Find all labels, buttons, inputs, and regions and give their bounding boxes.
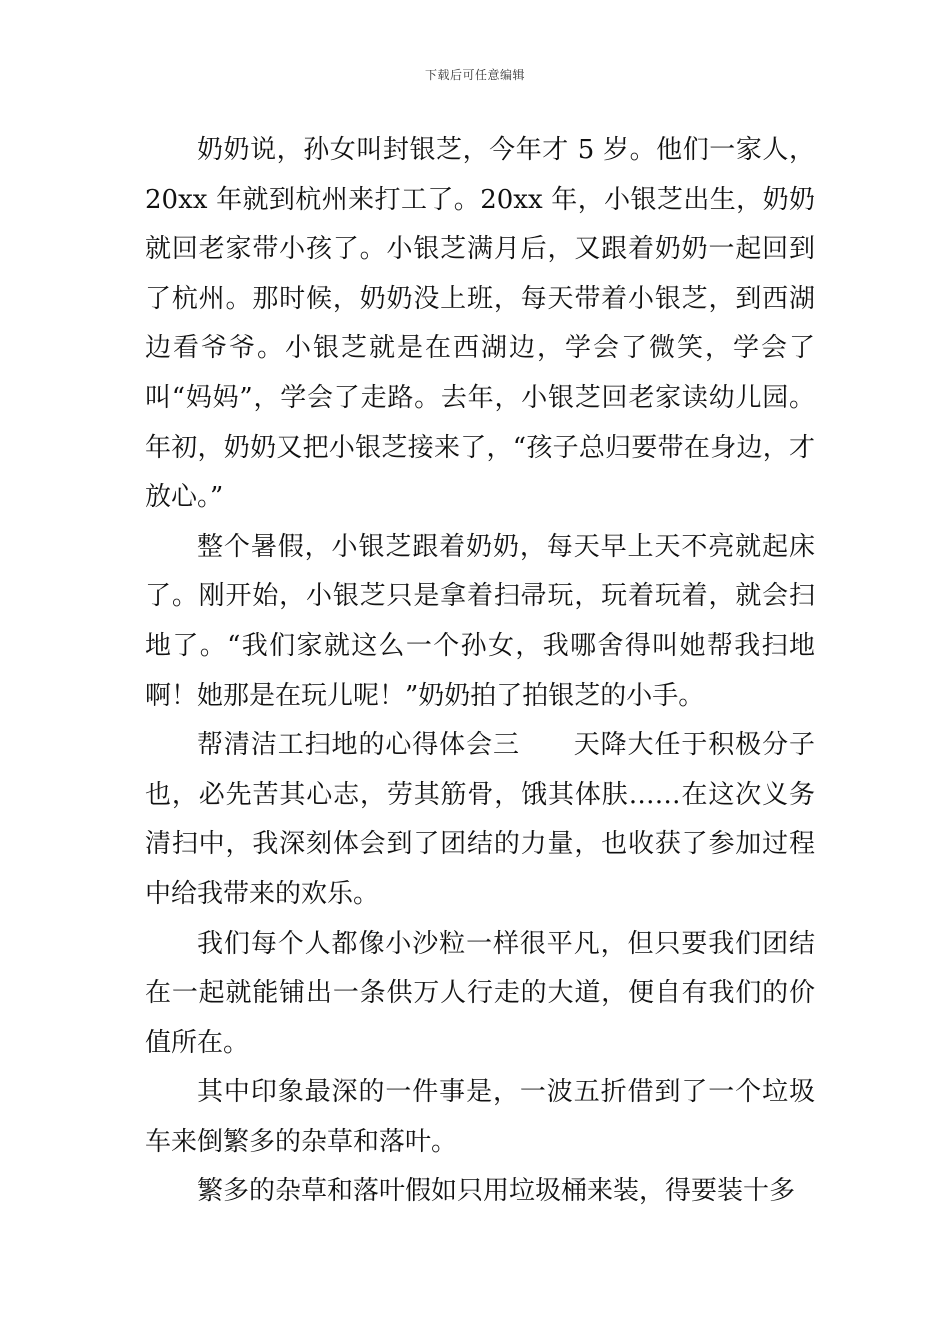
page-header: 下载后可任意编辑 xyxy=(424,68,525,82)
paragraph-2: 整个暑假，小银芝跟着奶奶，每天早上天不亮就起床了。刚开始，小银芝只是拿着扫帚玩，玩着玩着，就会扫地了。“我们家就这么一个孙女，我哪舍得叫她帮我扫地啊！她那是在玩儿呢！”奶奶拍了拍银芝的小手。 xyxy=(145,531,815,711)
document-body xyxy=(145,126,815,1217)
paragraph-1: 奶奶说，孙女叫封银芝，今年才 5 岁。他们一家人，20xx 年就到杭州来打工了。20xx 年，小银芝出生，奶奶就回老家带小孩了。小银芝满月后，又跟着奶奶一起回到了杭州。那时候，奶奶没上班，每天带着小银芝，到西湖边看爷爷。小银芝就是在西湖边，学会了微笑，学会了叫“妈妈”，学会了走路。去年，小银芝回老家读幼儿园。年初，奶奶又把小银芝接来了，“孩子总归要带在身边，才放心。” xyxy=(145,135,815,513)
paragraph-3: 帮清洁工扫地的心得体会三 天降大任于积极分子也，必先苦其心志，劳其筋骨，饿其体肤……在这次义务清扫中，我深刻体会到了团结的力量，也收获了参加过程中给我带来的欢乐。 xyxy=(145,730,815,909)
paragraph-4: 我们每个人都像小沙粒一样很平凡，但只要我们团结在一起就能铺出一条供万人行走的大道，便自有我们的价值所在。 xyxy=(145,928,815,1058)
paragraph-5: 其中印象最深的一件事是，一波五折借到了一个垃圾车来倒繁多的杂草和落叶。 xyxy=(145,1077,815,1157)
paragraph-6: 繁多的杂草和落叶假如只用垃圾桶来装，得要装十多 xyxy=(197,1176,796,1207)
